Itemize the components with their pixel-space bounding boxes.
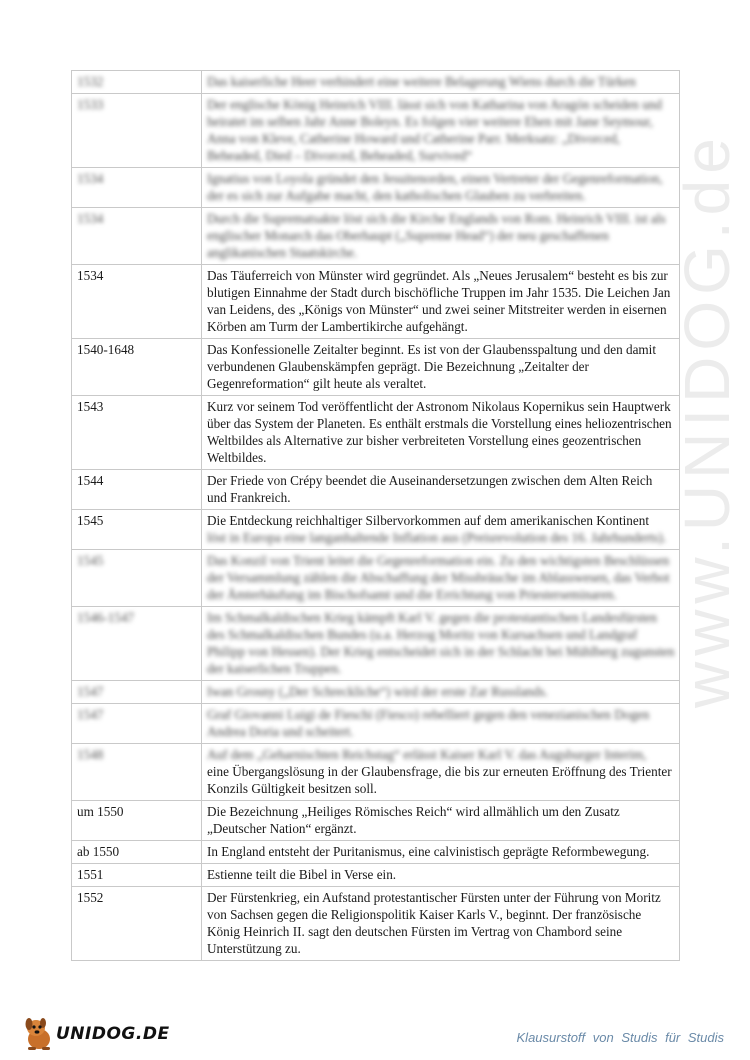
table-row [72,396,680,470]
event-cell [202,744,680,801]
event-cell: Der Friede von Crépy beendet die Auseinandersetzungen zwischen dem Alten Reich und Frankreich. [202,470,680,510]
event-cell: Durch die Suprematsakte löst sich die Kirche Englands von Rom. Heinrich VIII. ist als englischer Monarch das Oberhaupt („Supreme Head“) der neu geschaffenen anglikanischen Staatskirche. [202,208,680,265]
table-row [72,681,680,704]
year-cell: 1534 [72,168,202,208]
table-row [72,339,680,396]
table-row [72,94,680,168]
event-cell: Iwan Grosny („Der Schreckliche“) wird der erste Zar Russlands. [202,681,680,704]
table-row [72,208,680,265]
event-cell: Das Täuferreich von Münster wird gegründet. Als „Neues Jerusalem“ besteht es bis zur blutigen Einnahme der Stadt durch bischöfliche Truppen im Jahr 1535. Die Leichen Jan van Leidens, des „Königs von Münster“ und zwei seiner Mitstreiter werden in eisernen Körben am Turm der Lambertikirche aufgehängt. [202,265,680,339]
table-row [72,510,680,550]
year-cell: 1534 [72,265,202,339]
year-cell: 1533 [72,94,202,168]
year-cell: 1532 [72,71,202,94]
dog-mascot-icon [22,1015,56,1051]
event-cell: Kurz vor seinem Tod veröffentlicht der Astronom Nikolaus Kopernikus sein Hauptwerk über das System der Planeten. Es enthält erstmals die Vorstellung eines heliozentrischen Weltbildes als Alternative zur bisher verbreiteten Vorstellung eines geozentrischen Weltbildes. [202,396,680,470]
table-row [72,744,680,801]
event-cell: Estienne teilt die Bibel in Verse ein. [202,864,680,887]
unidog-logo[interactable] [22,1015,170,1051]
table-row [72,470,680,510]
table-row [72,887,680,961]
year-cell: 1551 [72,864,202,887]
event-text-blurred: löst in Europa eine langanhaltende Inflation aus (Preisrevolution des 16. Jahrhunderts). [207,530,667,545]
year-cell: um 1550 [72,801,202,841]
footer-slogan: Klausurstoff von Studis für Studis [516,1030,724,1045]
table-row [72,265,680,339]
table-row [72,71,680,94]
event-cell: Ignatius von Loyola gründet den Jesuitenorden, einen Vertreter der Gegenreformation, der es sich zur Aufgabe macht, den katholischen Glauben zu verbreiten. [202,168,680,208]
event-cell: Das kaiserliche Heer verhindert eine weitere Belagerung Wiens durch die Türken [202,71,680,94]
event-cell: Die Bezeichnung „Heiliges Römisches Reich“ wird allmählich um den Zusatz „Deutscher Nation“ ergänzt. [202,801,680,841]
year-cell: ab 1550 [72,841,202,864]
event-text-blurred: Auf dem „Geharnischten Reichstag“ erlässt Kaiser Karl V. das Augsburger Interim, [207,747,647,762]
chronology-table [71,70,680,961]
brand-name: UNIDOG.DE [56,1024,170,1044]
event-cell [202,510,680,550]
event-cell: Das Konfessionelle Zeitalter beginnt. Es ist von der Glaubensspaltung und den damit verbundenen Glaubenskämpfen geprägt. Die Bezeichnung „Zeitalter der Gegenreformation“ gilt heute als veraltet. [202,339,680,396]
year-cell: 1552 [72,887,202,961]
table-row [72,801,680,841]
event-cell: Das Konzil von Trient leitet die Gegenreformation ein. Zu den wichtigsten Beschlüssen der Versammlung zählen die Abschaffung der Missbräuche im Ablasswesen, das Verbot der Ämterhäufung im Bischofsamt und die Errichtung von Priesterseminaren. [202,550,680,607]
year-cell: 1548 [72,744,202,801]
event-cell: Der Fürstenkrieg, ein Aufstand protestantischer Fürsten unter der Führung von Moritz von Sachsen gegen die Religionspolitik Kaiser Karls V., beginnt. Der französische König Heinrich II. sagt den deutschen Fürsten im Vertrag von Chambord seine Unterstützung zu. [202,887,680,961]
event-cell: Graf Giovanni Luigi de Fieschi (Fiesco) rebelliert gegen den venezianischen Dogen Andrea Doria und scheitert. [202,704,680,744]
watermark: www.UNIDOG.de [671,132,743,708]
year-cell: 1540-1648 [72,339,202,396]
year-cell: 1545 [72,510,202,550]
event-cell: Der englische König Heinrich VIII. lässt sich von Katharina von Aragón scheiden und heiratet im selben Jahr Anne Boleyn. Es folgen vier weitere Ehen mit Jane Seymour, Anna von Kleve, Catherine Howard und Catherine Parr. Merksatz: „Divorced, Beheaded, Died – Divorced, Beheaded, Survived“ [202,94,680,168]
table-row [72,168,680,208]
table-row [72,550,680,607]
event-cell: Im Schmalkaldischen Krieg kämpft Karl V. gegen die protestantischen Landesfürsten des Schmalkaldischen Bundes (u.a. Herzog Moritz von Kursachsen und Landgraf Philipp von Hessen). Der Krieg entscheidet sich in der Schlacht bei Mühlberg zugunsten der kaiserlichen Truppen. [202,607,680,681]
year-cell: 1544 [72,470,202,510]
event-cell: In England entsteht der Puritanismus, eine calvinistisch geprägte Reformbewegung. [202,841,680,864]
year-cell: 1545 [72,550,202,607]
table-row [72,607,680,681]
year-cell: 1534 [72,208,202,265]
table-row [72,841,680,864]
year-cell: 1546-1547 [72,607,202,681]
year-cell: 1543 [72,396,202,470]
event-text: eine Übergangslösung in der Glaubensfrage, die bis zur erneuten Eröffnung des Trienter Konzils Gültigkeit besitzen soll. [207,764,672,796]
year-cell: 1547 [72,681,202,704]
year-cell: 1547 [72,704,202,744]
table-row [72,704,680,744]
table-row [72,864,680,887]
event-text: Die Entdeckung reichhaltiger Silbervorkommen auf dem amerikanischen Kontinent [207,513,650,528]
